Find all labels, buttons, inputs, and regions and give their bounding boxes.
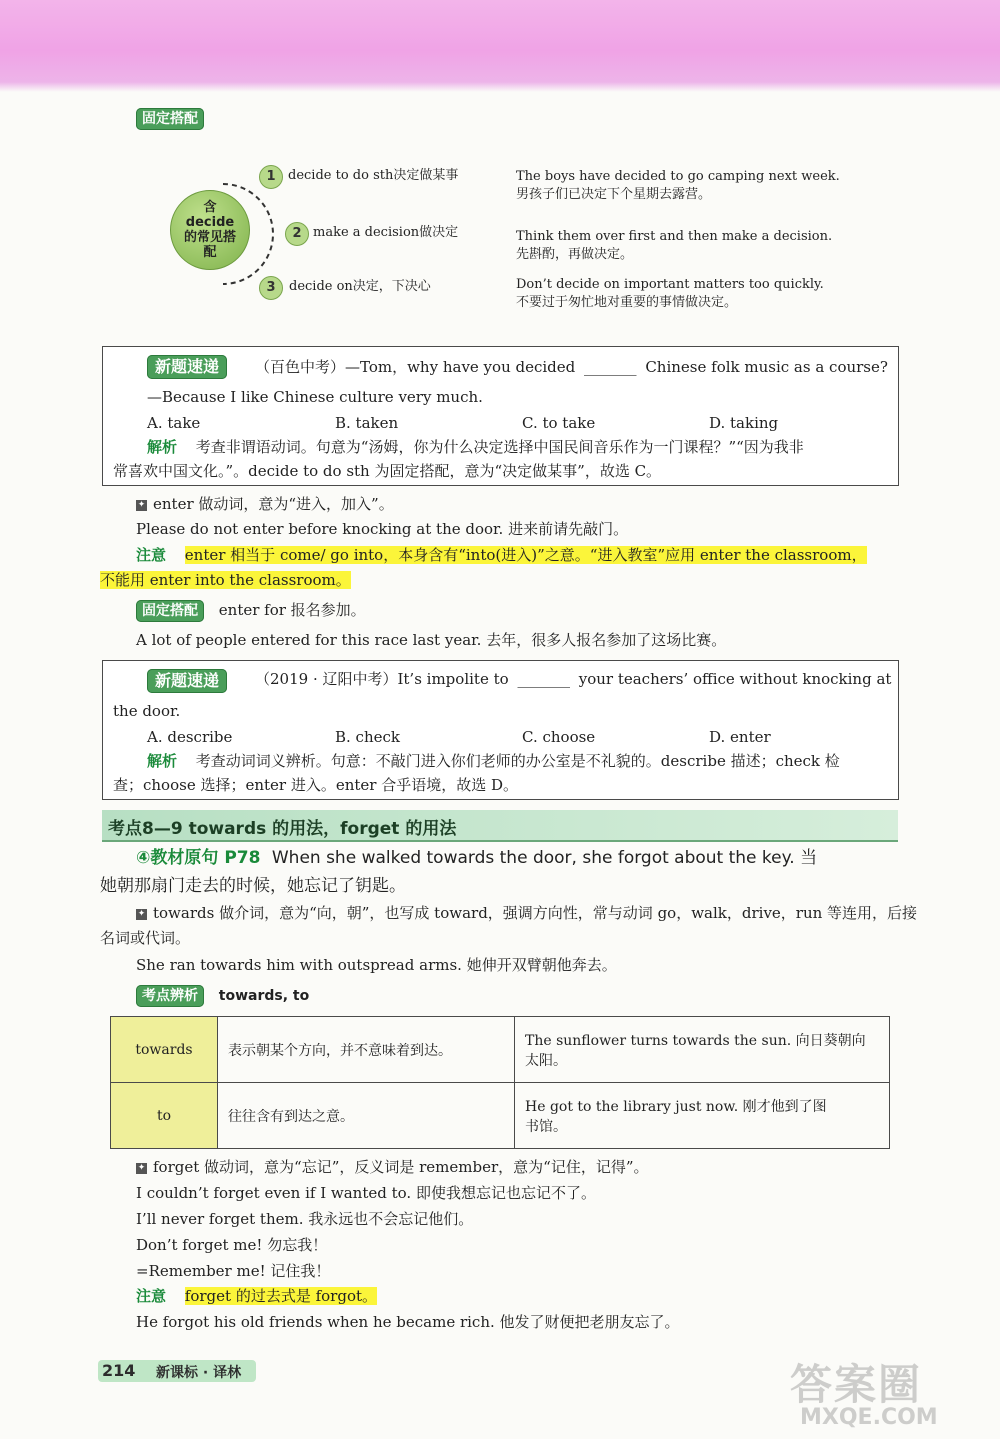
forget-example-4: =Remember me! 记住我！: [136, 1262, 331, 1280]
forget-example-1: I couldn’t forget even if I wanted to. 即使我想忘记也忘记不了。: [136, 1184, 596, 1202]
tag-label: 固定搭配: [136, 108, 204, 130]
diagram-center: [170, 190, 250, 270]
example-line-2: 书馆。: [525, 1118, 567, 1135]
forget-example-2: I’ll never forget them. 我永远也不会忘记他们。: [136, 1210, 474, 1228]
option-d: D. taking: [709, 414, 779, 432]
question-continuation: the door.: [113, 702, 181, 720]
bullet-icon: ✦: [137, 1162, 146, 1173]
analysis-line-2: 查；choose 选择；enter 进入。enter 合乎语境，故选 D。: [113, 776, 519, 794]
towards-example: She ran towards him with outspread arms. 她伸开双臂朝他奔去。: [136, 956, 617, 974]
analysis-text: 考查动词词义辨析。句意：不敲门进入你们老师的办公室是不礼貌的。describe 描述；check 检: [195, 752, 840, 770]
source-num: ④: [136, 848, 151, 868]
question-rest: Chinese folk music as a course?: [645, 358, 888, 376]
diagram-phrase-3: decide on决定，下决心: [289, 279, 431, 294]
table-cell-meaning: 表示朝某个方向，并不意味着到达。: [218, 1017, 515, 1083]
example-line-1: He got to the library just now. 刚才他到了图: [525, 1098, 827, 1115]
fixed-collocation-tag: 固定搭配: [136, 600, 204, 622]
source-sentence-line-1: [136, 846, 817, 870]
enter-definition: [136, 494, 394, 514]
new-question-tag: [147, 355, 227, 379]
source-sentence-line-2: 她朝那扇门走去的时候，她忘记了钥匙。: [100, 876, 406, 896]
tag-label: 新题速递: [147, 669, 227, 693]
analysis-line-1: [147, 437, 804, 457]
towards-definition-line-1: [136, 903, 917, 923]
enter-fixed-text: enter for 报名参加。: [218, 601, 366, 619]
diagram-example-zh-3: 不要过于匆忙地对重要的事情做决定。: [516, 295, 738, 310]
question-blank: _______: [584, 358, 637, 376]
option-c: C. choose: [522, 728, 596, 746]
diagram-center-label: 含decide的常见搭配: [183, 200, 236, 260]
option-a: A. take: [147, 414, 201, 432]
towards-definition-line-2: 名词或代词。: [100, 929, 191, 947]
table-cell-word: towards: [111, 1017, 218, 1083]
fixed-collocation-tag: [136, 108, 204, 130]
option-c: C. to take: [522, 414, 596, 432]
table-cell-example: [515, 1083, 890, 1149]
table-cell-word: to: [111, 1083, 218, 1149]
enter-note-line-2: [100, 570, 351, 590]
option-b: B. check: [335, 728, 400, 746]
question-answer-line: —Because I like Chinese culture very much.: [147, 388, 483, 406]
enter-note-text-1: enter 相当于 come/ go into，本身含有“into(进入)”之意。“进入教室”应用 enter the classroom，: [184, 546, 867, 564]
analysis-line-1: [147, 751, 840, 771]
question-source: （百色中考）—Tom，why have you decided: [255, 358, 576, 376]
diagram-example-en-2: Think them over first and then make a decision.: [516, 229, 833, 244]
enter-example: Please do not enter before knocking at the door. 进来前请先敲门。: [136, 520, 629, 538]
new-question-tag: [147, 669, 227, 693]
question-blank: _______: [517, 670, 570, 688]
question-stem: [255, 357, 888, 377]
analysis-words: towards, to: [218, 988, 310, 1004]
question-source: （2019 · 辽阳中考）It’s impolite to: [255, 670, 509, 688]
comparison-table: [110, 1016, 890, 1149]
source-text-1: When she walked towards the door, she forgot about the key. 当: [271, 848, 818, 868]
table-cell-meaning: 往往含有到达之意。: [218, 1083, 515, 1149]
source-label: 教材原句 P78: [150, 848, 261, 868]
table-row: [111, 1017, 890, 1083]
enter-note-line-1: [136, 545, 867, 565]
top-banner: [0, 0, 1000, 92]
option-d: D. enter: [709, 728, 771, 746]
book-title: 新课标 · 译林: [156, 1365, 242, 1381]
forget-note-text: forget 的过去式是 forgot。: [184, 1287, 378, 1305]
example-line-2: 太阳。: [525, 1052, 567, 1069]
example-line-1: The sunflower turns towards the sun. 向日葵朝向: [525, 1032, 866, 1049]
note-label: 注意: [136, 546, 167, 564]
forget-note: [136, 1286, 377, 1306]
enter-def-text: enter 做动词，意为“进入，加入”。: [153, 495, 394, 513]
diagram-phrase-2: make a decision做决定: [313, 225, 459, 240]
question-box-2: [102, 660, 899, 800]
note-label: 注意: [136, 1287, 167, 1305]
diagram-example-zh-1: 男孩子们已决定下个星期去露营。: [516, 187, 712, 202]
forget-last-example: He forgot his old friends when he became rich. 他发了财便把老朋友忘了。: [136, 1313, 680, 1331]
analysis-line-2: 常喜欢中国文化。”。decide to do sth 为固定搭配，意为“决定做某事”，故选 C。: [113, 462, 662, 480]
analysis-point-tag: 考点辨析: [136, 985, 204, 1007]
watermark-logo: 答案圈: [790, 1360, 923, 1409]
table-cell-example: [515, 1017, 890, 1083]
diagram-example-en-3: Don’t decide on important matters too quickly.: [516, 277, 824, 292]
towards-def-text: towards 做介词，意为“向，朝”，也写成 toward，强调方向性，常与动词 go，walk，drive，run 等连用，后接: [153, 904, 918, 922]
watermark-url: MXQE.COM: [800, 1405, 938, 1430]
page-footer: [98, 1360, 256, 1382]
table-row: [111, 1083, 890, 1149]
section-header: [102, 810, 898, 842]
diagram-num-2: 2: [285, 222, 309, 246]
diagram-phrase-1: decide to do sth决定做某事: [288, 168, 459, 183]
tag-label: 新题速递: [147, 355, 227, 379]
diagram-num-3: 3: [259, 276, 283, 300]
analysis-text: 考查非谓语动词。句意为“汤姆，你为什么决定选择中国民间音乐作为一门课程？”“因为我非: [195, 438, 804, 456]
diagram-example-en-1: The boys have decided to go camping next week.: [516, 169, 840, 184]
diagram-example-zh-2: 先斟酌，再做决定。: [516, 247, 634, 262]
section-title: 考点8—9 towards 的用法，forget 的用法: [108, 819, 457, 839]
page-number: 214: [102, 1361, 136, 1380]
enter-fixed-collocation: [136, 600, 366, 622]
analysis-point: [136, 985, 309, 1007]
bullet-icon: ✦: [137, 499, 146, 510]
forget-def-text: forget 做动词，意为“忘记”，反义词是 remember，意为“记住，记得”。: [153, 1158, 649, 1176]
analysis-label: 解析: [147, 752, 178, 770]
question-box-1: [102, 346, 899, 486]
enter-fixed-example: A lot of people entered for this race last year. 去年，很多人报名参加了这场比赛。: [136, 631, 727, 649]
option-a: A. describe: [147, 728, 233, 746]
question-stem: [255, 669, 891, 689]
question-rest: your teachers’ office without knocking at: [578, 670, 892, 688]
forget-example-3: Don’t forget me! 勿忘我！: [136, 1236, 328, 1254]
analysis-label: 解析: [147, 438, 178, 456]
diagram-num-1: 1: [259, 165, 283, 189]
enter-note-text-2: 不能用 enter into the classroom。: [100, 571, 351, 589]
bullet-icon: ✦: [137, 908, 146, 919]
option-b: B. taken: [335, 414, 399, 432]
forget-definition: [136, 1157, 649, 1177]
